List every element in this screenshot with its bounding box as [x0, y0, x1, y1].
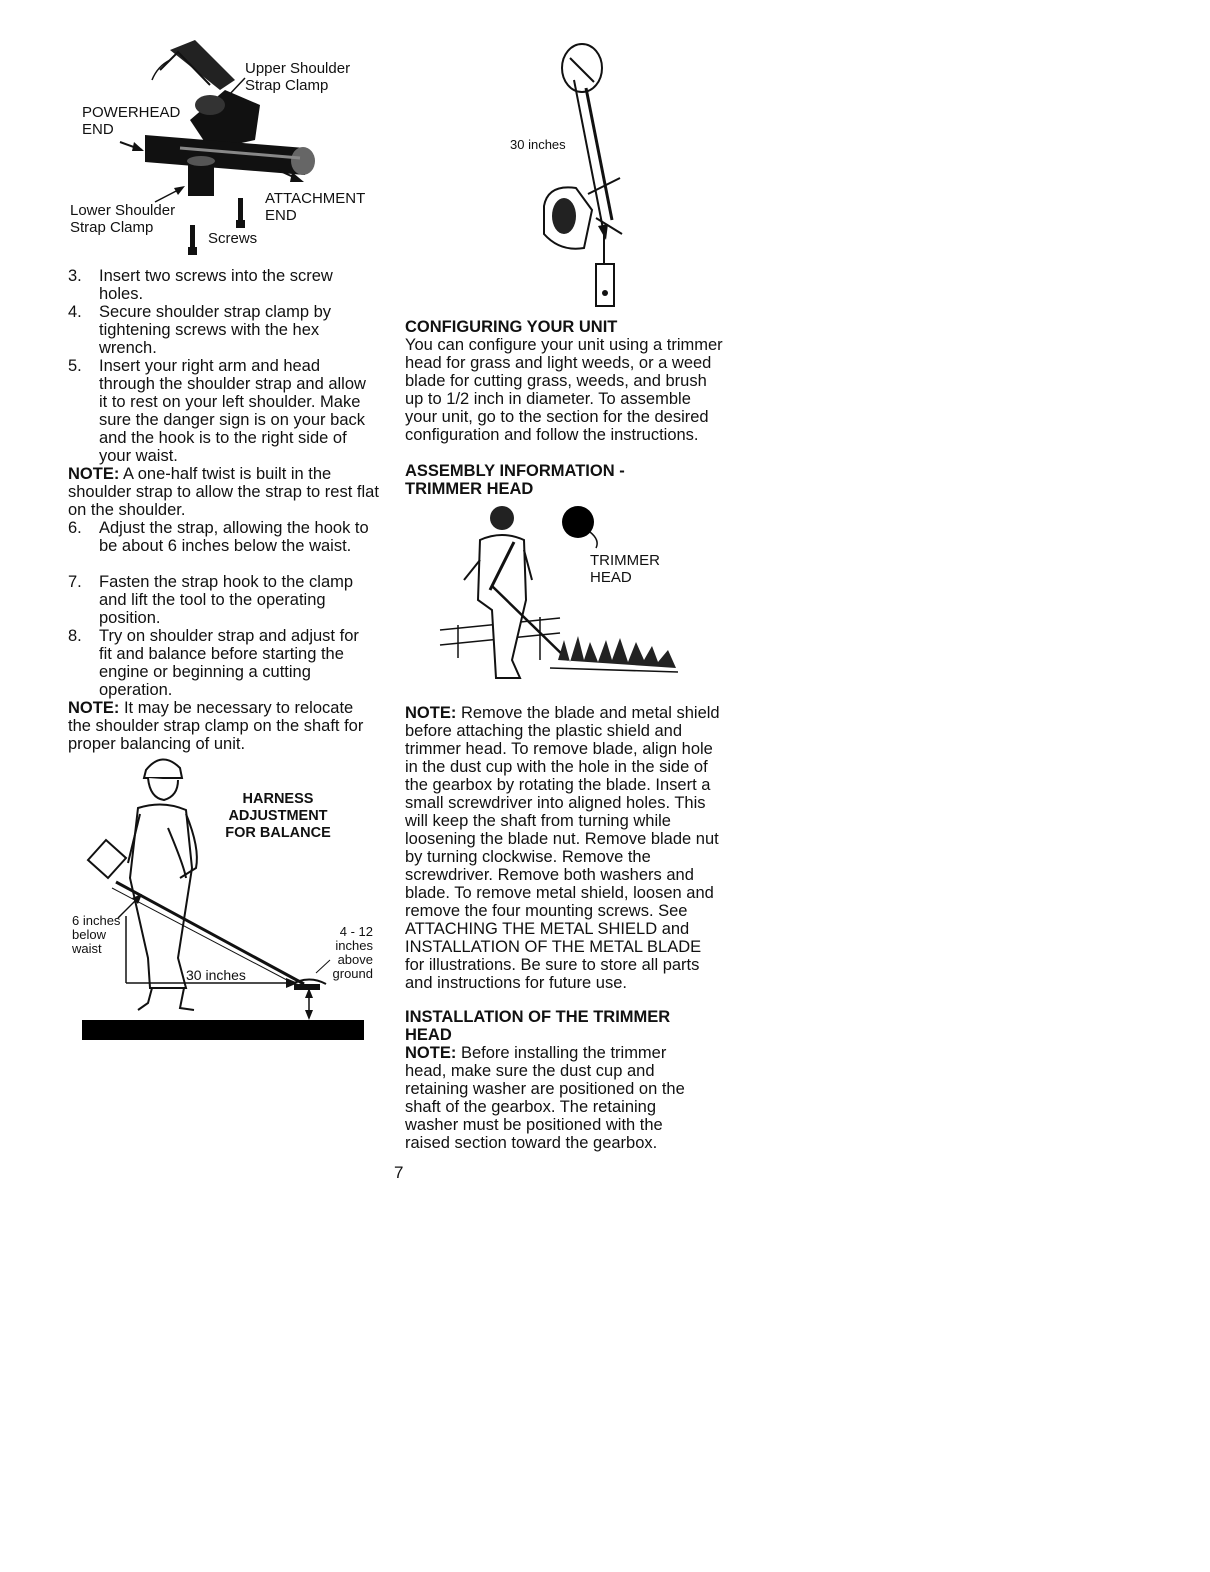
side-view-illustration: [500, 38, 660, 318]
step-text: Try on shoulder strap and adjust for fit and balance before starting the engine or beginning a cutting operation.: [99, 627, 359, 699]
step-number: 8.: [68, 627, 82, 645]
note-label: NOTE:: [405, 1044, 457, 1062]
side-view-length-label: 30 inches: [510, 137, 566, 152]
note-before-installing: [405, 1044, 710, 1152]
note-text: Remove the blade and metal shield before attaching the plastic shield and trimmer head. To remove blade, align hole in the dust cup with the hole in the side of the gearbox by rotating the blade. Insert a small screwdriver into aligned holes. This will keep the shaft from turning while loosening the blade nut. Remove blade nut by turning clockwise. Remove the screwdriver. Remove both washers and blade. To remove metal shield, loosen and remove the four mounting screws. See ATTACHING THE METAL SHIELD and INSTALLATION OF THE METAL BLADE for illustrations. Be sure to store all parts and instructions for future use.: [405, 704, 720, 992]
trimmer-operator-illustration: [440, 500, 685, 695]
step-number: 4.: [68, 303, 82, 321]
upper-strap-clamp-label: Upper Shoulder Strap Clamp: [245, 60, 351, 94]
step-text: Secure shoulder strap clamp by tightening screws with the hex wrench.: [99, 303, 332, 357]
configuring-text: You can configure your unit using a trimmer head for grass and light weeds, or a weed blade for cutting grass, weeds, and brush up to 1/2 inch in diameter. To assemble your unit, go to the section for the desired configuration and follow the instructions.: [405, 336, 723, 444]
figure-strap-clamp: [60, 30, 390, 260]
note-text: Before installing the trimmer head, make sure the dust cup and retaining washer are positioned on the shaft of the gearbox. The retaining washer must be positioned with the raised section toward the gearbox.: [405, 1044, 685, 1152]
assembly-heading: ASSEMBLY INFORMATION - TRIMMER HEAD: [405, 462, 625, 498]
figure-trimmer-head: [440, 500, 685, 695]
step-text: Insert two screws into the screw holes.: [99, 267, 333, 303]
note-label: NOTE:: [68, 465, 120, 483]
step-number: 7.: [68, 573, 82, 591]
note-half-twist: [68, 465, 386, 519]
screws-label: Screws: [208, 230, 258, 247]
attachment-end-label: ATTACHMENT END: [265, 190, 365, 224]
page-number: 7: [394, 1163, 404, 1182]
step-text: Adjust the strap, allowing the hook to be about 6 inches below the waist.: [99, 519, 369, 555]
step-number: 5.: [68, 357, 82, 375]
step-text: Fasten the strap hook to the clamp and lift the tool to the operating position.: [99, 573, 354, 627]
configuring-heading: CONFIGURING YOUR UNIT: [405, 318, 618, 336]
step-number: 6.: [68, 519, 82, 537]
installation-heading: INSTALLATION OF THE TRIMMER HEAD: [405, 1008, 671, 1044]
harness-length-label: 30 inches: [186, 967, 246, 983]
note-label: NOTE:: [405, 704, 457, 722]
harness-title: HARNESS ADJUSTMENT FOR BALANCE: [225, 791, 331, 841]
below-waist-label: 6 inches below waist: [72, 913, 121, 956]
note-label: NOTE:: [68, 699, 120, 717]
step-text: Insert your right arm and head through the shoulder strap and allow it to rest on your left shoulder. Make sure the danger sign is on your back and the hook is to the right side of your waist.: [99, 357, 366, 465]
note-text: It may be necessary to relocate the shoulder strap clamp on the shaft for proper balancing of unit.: [68, 699, 364, 753]
figure-harness-adjustment: [68, 748, 378, 1043]
above-ground-label: 4 - 12 inches above ground: [332, 924, 373, 981]
step-number: 3.: [68, 267, 82, 285]
powerhead-end-label: POWERHEAD END: [82, 104, 181, 138]
note-remove-blade: [405, 704, 720, 992]
note-relocate-clamp: [68, 699, 368, 753]
figure-side-view: [500, 38, 660, 318]
note-text: A one-half twist is built in the shoulder strap to allow the strap to rest flat on the shoulder.: [68, 465, 379, 519]
lower-strap-clamp-label: Lower Shoulder Strap Clamp: [70, 202, 176, 236]
trimmer-head-label: TRIMMER HEAD: [590, 552, 660, 586]
